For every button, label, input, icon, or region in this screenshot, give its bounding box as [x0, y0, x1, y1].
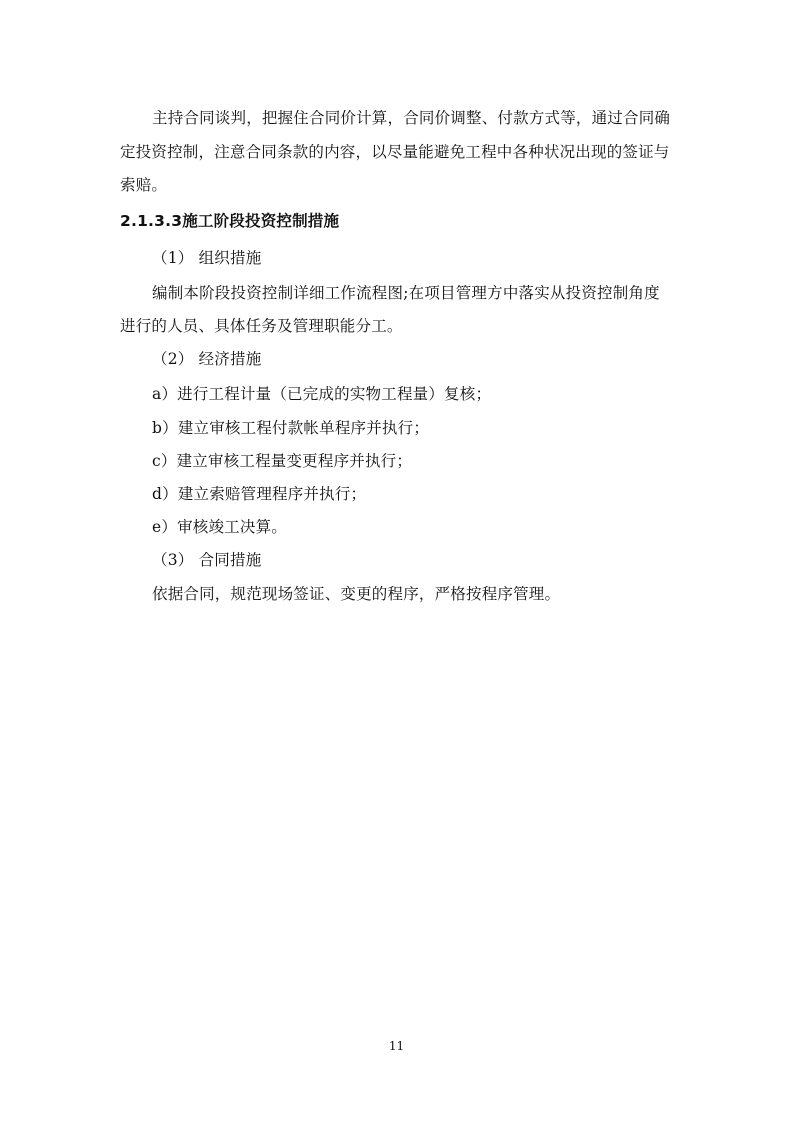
paragraph-line: 定投资控制，注意合同条款的内容，以尽量能避免工程中各种状况出现的签证与: [120, 143, 670, 161]
paragraph-line: 依据合同，规范现场签证、变更的程序，严格按程序管理。: [152, 585, 561, 603]
paragraph-line: 编制本阶段投资控制详细工作流程图;在项目管理方中落实从投资控制角度: [152, 284, 660, 302]
subsection-title: （2） 经济措施: [152, 350, 262, 368]
paragraph-line: 索赔。: [120, 176, 168, 194]
section-heading: 2.1.3.3施工阶段投资控制措施: [120, 212, 340, 230]
page-number: 11: [388, 1039, 405, 1053]
paragraph-line: 主持合同谈判，把握住合同价计算，合同价调整、付款方式等，通过合同确: [152, 109, 671, 127]
paragraph-line: 进行的人员、具体任务及管理职能分工。: [120, 317, 403, 335]
list-item: d）建立索赔管理程序并执行；: [152, 485, 367, 503]
list-item: c）建立审核工程量变更程序并执行；: [152, 452, 413, 470]
list-item: b）建立审核工程付款帐单程序并执行；: [152, 419, 430, 437]
subsection-title: （3） 合同措施: [152, 551, 262, 569]
list-item: e）审核竣工决算。: [152, 518, 287, 536]
subsection-title: （1） 组织措施: [152, 249, 262, 267]
list-item: a）进行工程计量（已完成的实物工程量）复核；: [152, 385, 492, 403]
